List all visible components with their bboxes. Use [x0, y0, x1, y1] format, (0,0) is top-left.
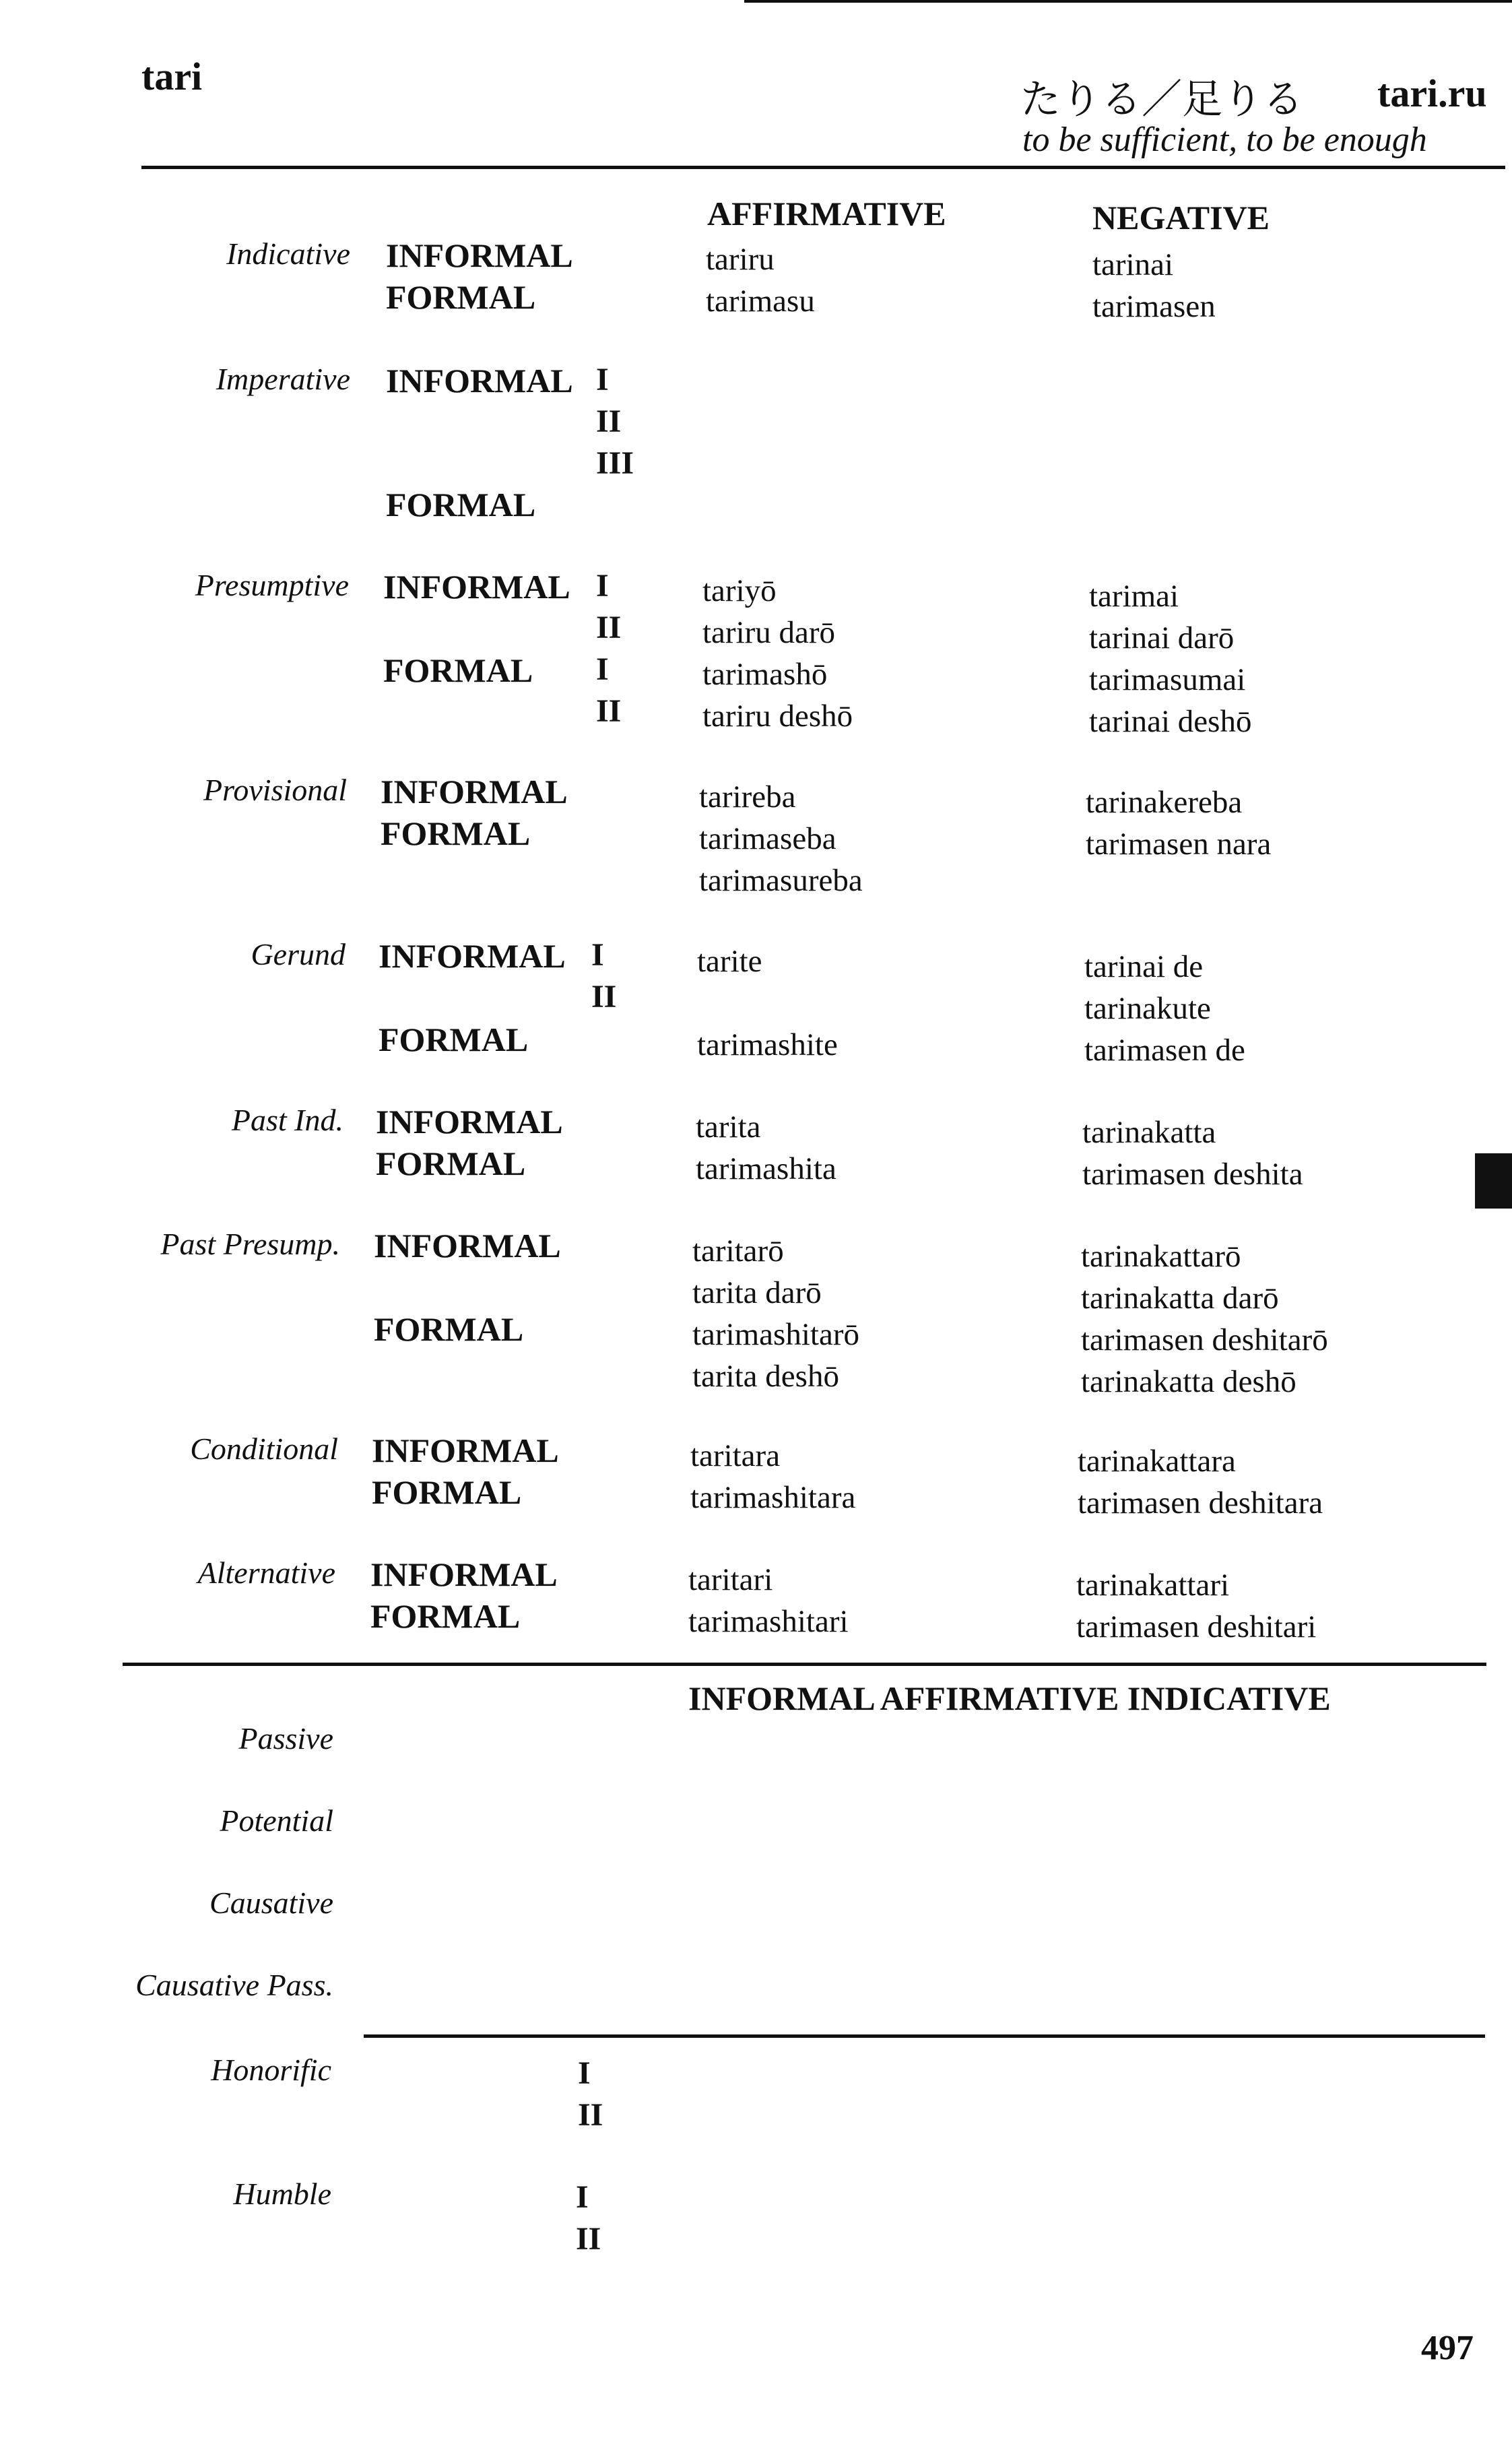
affirmative-form: tariru darō	[702, 615, 836, 650]
honorific-rule	[364, 2034, 1485, 2038]
level-label: FORMAL	[376, 1145, 526, 1182]
negative-form: tarimasen	[1092, 289, 1216, 324]
romaji-title: tari.ru	[1377, 71, 1487, 115]
level-label: FORMAL	[381, 814, 531, 852]
negative-form: tarinai darō	[1089, 620, 1235, 655]
form-number: I	[576, 2179, 589, 2215]
affirmative-form: tarimasureba	[699, 863, 863, 898]
negative-form: tarimasen de	[1084, 1033, 1245, 1068]
negative-form: tarinai deshō	[1089, 704, 1252, 739]
negative-form: tarinai	[1092, 247, 1174, 282]
affirmative-form: tarimashitarō	[692, 1317, 859, 1352]
level-label: INFORMAL	[376, 1103, 563, 1141]
affirmative-form: tarite	[697, 944, 762, 979]
affirmative-form: tariru	[706, 242, 775, 277]
level-label: INFORMAL	[379, 937, 566, 975]
level-label: INFORMAL	[372, 1432, 559, 1469]
level-label: FORMAL	[383, 651, 533, 689]
level-label: FORMAL	[379, 1021, 529, 1058]
level-label: FORMAL	[386, 486, 536, 523]
left-header-word: tari	[141, 55, 203, 98]
affirmative-form: taritari	[688, 1562, 773, 1597]
level-label: FORMAL	[386, 278, 536, 316]
level-label: INFORMAL	[370, 1555, 558, 1593]
form-number: I	[596, 362, 609, 397]
negative-form: tarinakatta	[1082, 1115, 1216, 1150]
affirmative-form: taritara	[690, 1438, 781, 1473]
informal-affirmative-indicative-heading: INFORMAL AFFIRMATIVE INDICATIVE	[688, 1679, 1331, 1717]
form-number: II	[591, 979, 617, 1015]
affirmative-form: tarita darō	[692, 1275, 822, 1310]
affirmative-form: tarimashitari	[688, 1604, 849, 1639]
level-label: FORMAL	[372, 1473, 522, 1511]
affirmative-form: tariyō	[702, 573, 777, 608]
derived-label-potential: Potential	[220, 1803, 333, 1838]
section-label-past-presumptive: Past Presump.	[160, 1227, 340, 1261]
form-number: I	[578, 2055, 591, 2091]
section-label-gerund: Gerund	[251, 937, 346, 971]
negative-form: tarinakereba	[1086, 785, 1243, 820]
form-number: II	[578, 2097, 603, 2133]
negative-form: tarimai	[1089, 579, 1179, 614]
affirmative-form: tarimashita	[696, 1151, 836, 1186]
level-label: INFORMAL	[386, 362, 573, 399]
negative-form: tarimasen deshita	[1082, 1157, 1303, 1192]
negative-heading: NEGATIVE	[1092, 199, 1270, 236]
negative-form: tarinakatta darō	[1081, 1281, 1279, 1316]
verb-meaning: to be sufficient, to be enough	[1022, 121, 1427, 159]
negative-form: tarinakattari	[1076, 1568, 1230, 1603]
honorific-label: Honorific	[211, 2053, 331, 2087]
form-number: II	[576, 2221, 601, 2257]
header-rule	[141, 166, 1505, 169]
section-label-past-indicative: Past Ind.	[231, 1103, 343, 1137]
humble-label: Humble	[233, 2177, 331, 2211]
negative-form: tarimasen deshitari	[1076, 1609, 1317, 1644]
lower-section-rule	[123, 1663, 1486, 1666]
kana-title: たりる／足りる	[1020, 76, 1303, 123]
affirmative-form: tarimashite	[697, 1027, 838, 1062]
negative-form: tarinakattarō	[1081, 1239, 1241, 1274]
form-number: II	[596, 404, 622, 439]
section-label-presumptive: Presumptive	[195, 568, 349, 602]
negative-form: tarinakatta deshō	[1081, 1364, 1296, 1399]
form-number: II	[596, 610, 622, 645]
negative-form: tarimasumai	[1089, 662, 1246, 697]
section-label-provisional: Provisional	[203, 773, 347, 807]
level-label: INFORMAL	[381, 773, 568, 810]
affirmative-form: tarita deshō	[692, 1359, 839, 1394]
section-label-imperative: Imperative	[216, 362, 350, 396]
form-number: I	[591, 937, 604, 973]
form-number: II	[596, 693, 622, 729]
derived-label-causative-passive: Causative Pass.	[135, 1968, 333, 2002]
affirmative-form: taritarō	[692, 1233, 784, 1269]
derived-label-causative: Causative	[209, 1886, 333, 1920]
negative-form: tarimasen nara	[1086, 827, 1272, 862]
level-label: INFORMAL	[386, 236, 573, 274]
level-label: FORMAL	[370, 1597, 521, 1635]
affirmative-form: tarimaseba	[699, 821, 836, 856]
affirmative-form: tarita	[696, 1110, 761, 1145]
negative-form: tarinai de	[1084, 949, 1204, 984]
section-label-indicative: Indicative	[226, 236, 350, 271]
level-label: INFORMAL	[383, 568, 570, 606]
form-number: I	[596, 568, 609, 604]
chapter-tab-marker	[1475, 1153, 1512, 1209]
negative-form: tarimasen deshitarō	[1081, 1322, 1328, 1357]
negative-form: tarimasen deshitara	[1078, 1485, 1323, 1520]
affirmative-heading: AFFIRMATIVE	[707, 195, 946, 232]
top-edge-rule	[744, 0, 1512, 3]
affirmative-form: tarimashō	[702, 657, 828, 692]
section-label-alternative: Alternative	[197, 1555, 335, 1590]
derived-label-passive: Passive	[238, 1721, 333, 1756]
affirmative-form: tarireba	[699, 779, 796, 814]
form-number: III	[596, 445, 634, 481]
negative-form: tarinakute	[1084, 991, 1211, 1026]
section-label-conditional: Conditional	[190, 1432, 338, 1466]
level-label: FORMAL	[374, 1310, 524, 1348]
form-number: I	[596, 651, 609, 687]
page-number: 497	[1421, 2329, 1474, 2367]
affirmative-form: tariru deshō	[702, 699, 853, 734]
affirmative-form: tarimashitara	[690, 1480, 856, 1515]
negative-form: tarinakattara	[1078, 1444, 1236, 1479]
affirmative-form: tarimasu	[706, 284, 815, 319]
level-label: INFORMAL	[374, 1227, 561, 1264]
